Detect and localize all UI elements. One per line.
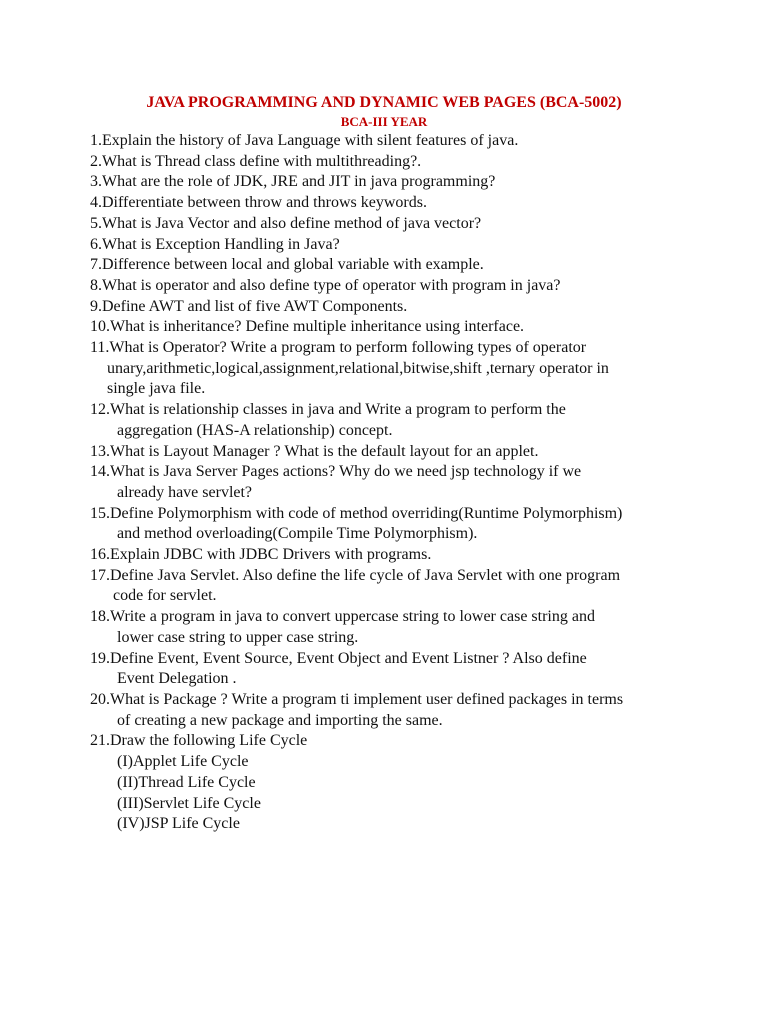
question-text: 15.Define Polymorphism with code of method overriding(Runtime Polymorphism) xyxy=(90,504,623,522)
question-text: 11.What is Operator? Write a program to perform following types of operator xyxy=(90,339,587,357)
question-continuation: and method overloading(Compile Time Polymorphism). xyxy=(117,525,478,543)
question-item xyxy=(90,442,750,463)
question-item xyxy=(90,690,750,731)
question-item xyxy=(90,504,750,545)
question-item xyxy=(90,462,750,503)
question-continuation: Event Delegation . xyxy=(117,670,237,688)
question-text: 19.Define Event, Event Source, Event Object and Event Listner ? Also define xyxy=(90,649,587,667)
question-item xyxy=(90,607,750,648)
question-item xyxy=(90,338,750,400)
question-item xyxy=(90,172,750,193)
question-text: 4.Differentiate between throw and throws keywords. xyxy=(90,194,427,212)
question-text: 16.Explain JDBC with JDBC Drivers with programs. xyxy=(90,546,432,564)
question-text: 1.Explain the history of Java Language with silent features of java. xyxy=(90,132,519,149)
question-item xyxy=(90,400,750,441)
question-item xyxy=(90,731,750,835)
question-continuation: single java file. xyxy=(107,380,206,398)
question-continuation: lower case string to upper case string. xyxy=(117,628,359,646)
question-text: 21.Draw the following Life Cycle xyxy=(90,732,308,750)
question-text: 12.What is relationship classes in java and Write a program to perform the xyxy=(90,401,566,419)
question-item xyxy=(90,649,750,690)
life-cycle-subitem: (IV)JSP Life Cycle xyxy=(117,815,240,833)
question-item xyxy=(90,152,750,173)
question-text: 8.What is operator and also define type of operator with program in java? xyxy=(90,276,561,294)
question-text: 14.What is Java Server Pages actions? Why do we need jsp technology if we xyxy=(90,463,582,481)
question-continuation: code for servlet. xyxy=(113,587,217,605)
question-item xyxy=(90,276,750,297)
question-continuation: of creating a new package and importing the same. xyxy=(117,711,443,729)
question-item xyxy=(90,545,750,566)
document-subtitle: BCA-III YEAR xyxy=(340,114,428,129)
life-cycle-subitem: (II)Thread Life Cycle xyxy=(117,773,256,791)
question-text: 9.Define AWT and list of five AWT Components. xyxy=(90,297,408,315)
question-continuation: unary,arithmetic,logical,assignment,relational,bitwise,shift ,ternary operator in xyxy=(107,359,609,377)
life-cycle-subitem: (I)Applet Life Cycle xyxy=(117,753,249,771)
question-item xyxy=(90,193,750,214)
question-continuation: already have servlet? xyxy=(117,483,253,501)
question-text: 7.Difference between local and global variable with example. xyxy=(90,256,484,274)
question-text: 20.What is Package ? Write a program ti implement user defined packages in terms xyxy=(90,690,624,708)
question-item xyxy=(90,255,750,276)
question-text: 13.What is Layout Manager ? What is the default layout for an applet. xyxy=(90,442,539,460)
question-item xyxy=(90,214,750,235)
question-text: 18.Write a program in java to convert uppercase string to lower case string and xyxy=(90,608,595,626)
question-text: 10.What is inheritance? Define multiple inheritance using interface. xyxy=(90,318,525,336)
question-text: 2.What is Thread class define with multithreading?. xyxy=(90,152,422,170)
question-list xyxy=(90,131,750,835)
document-title: JAVA PROGRAMMING AND DYNAMIC WEB PAGES (BCA-5002) xyxy=(146,94,622,111)
question-continuation: aggregation (HAS-A relationship) concept. xyxy=(117,421,393,439)
question-item xyxy=(90,131,750,152)
question-text: 3.What are the role of JDK, JRE and JIT in java programming? xyxy=(90,173,496,191)
question-text: 6.What is Exception Handling in Java? xyxy=(90,235,340,253)
question-text: 17.Define Java Servlet. Also define the life cycle of Java Servlet with one program xyxy=(90,566,621,584)
question-item xyxy=(90,317,750,338)
question-item xyxy=(90,235,750,256)
question-item xyxy=(90,297,750,318)
life-cycle-subitem: (III)Servlet Life Cycle xyxy=(117,794,261,812)
question-text: 5.What is Java Vector and also define method of java vector? xyxy=(90,214,482,232)
question-item xyxy=(90,566,750,607)
